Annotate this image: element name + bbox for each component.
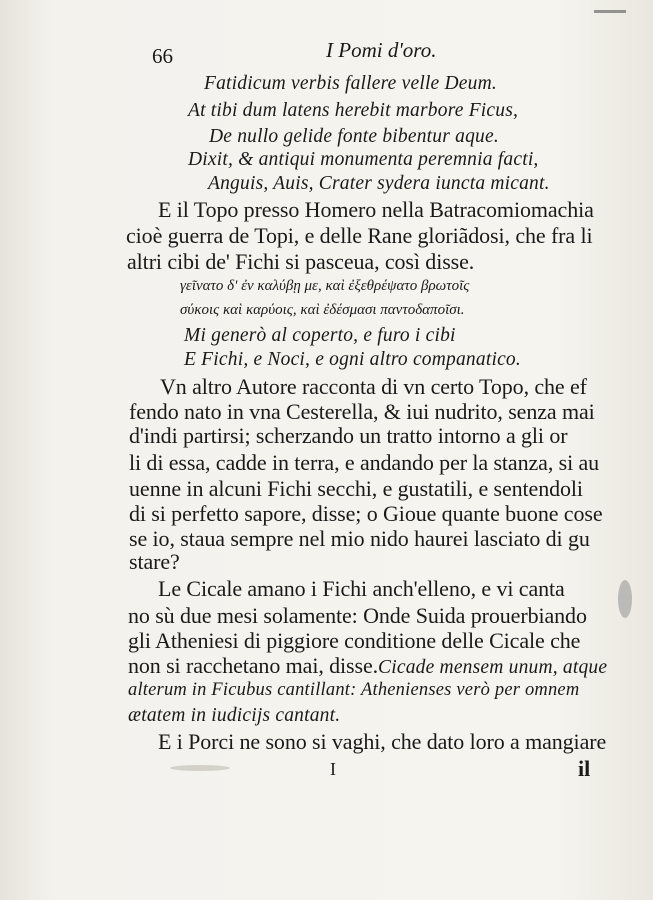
running-title: I Pomi d'oro. [326,38,437,62]
prose-line: stare? [129,549,180,574]
italian-verse-line: E Fichi, e Noci, e ogni altro companatico. [184,349,521,370]
prose-line: li di essa, cadde in terra, e andando per la stanza, si au [129,450,600,475]
prose-line: altri cibi de' Fichi si pasceua, così disse. [127,249,475,274]
verse-line: Dixit, & antiqui monumenta peremnia facti, [188,149,539,170]
prose-line: Le Cicale amano i Fichi anch'elleno, e vi canta [158,576,565,601]
catchword: il [578,756,591,781]
prose-line: fendo nato in vna Cesterella, & iui nudrito, senza mai [129,399,595,424]
prose-line: uenne in alcuni Fichi secchi, e gustatili, e sentendoli [129,476,583,501]
prose-line: E il Topo presso Homero nella Batracomiomachia [158,197,594,222]
latin-quote-start: Cicade mensem unum, atque [378,657,608,678]
italian-verse-line: Mi generò al coperto, e furo i cibi [184,325,456,346]
latin-quote-line: alterum in Ficubus cantillant: Athenienses verò per omnem [128,680,580,700]
prose-line: d'indi partirsi; scherzando un tratto intorno a gli or [129,423,568,448]
page-number: 66 [152,44,173,68]
prose-line: Vn altro Autore racconta di vn certo Topo, che ef [160,374,587,399]
prose-line: cioè guerra de Topi, e delle Rane gloriãdosi, che fra li [126,223,593,248]
verse-line: Fatidicum verbis fallere velle Deum. [204,73,497,94]
prose-line-with-quote [128,655,607,678]
ink-smudge [170,765,230,771]
verse-line: Anguis, Auis, Crater sydera iuncta micant. [208,173,550,194]
signature-mark: I [330,759,336,779]
prose-line: no sù due mesi solamente: Onde Suida prouerbiando [128,603,587,628]
prose-line: E i Porci ne sono si vaghi, che dato loro a mangiare [158,729,607,754]
page-edge-mark [594,10,626,13]
verse-line: At tibi dum latens herebit marbore Ficus, [188,100,519,121]
prose-line: di si perfetto sapore, disse; o Gioue quante buone cose [129,501,603,526]
greek-line: γεῖνατο δ' ἐν καλύβῃ με, καὶ ἐξεθρέψατο βρωτοῖς [180,278,470,294]
greek-line: σύκοις καὶ καρύοις, καὶ ἐδέσμασι παντοδαποῖσι. [180,302,465,318]
latin-quote-line: ætatem in iudicijs cantant. [128,705,341,726]
prose-text: non si racchetano mai, disse. [128,653,379,678]
prose-line: gli Atheniesi di piggiore conditione delle Cicale che [128,628,581,653]
verse-line: De nullo gelide fonte bibentur aque. [209,126,499,147]
ink-smudge [618,580,632,618]
prose-line: se io, staua sempre nel mio nido haurei lasciato di gu [129,526,590,551]
